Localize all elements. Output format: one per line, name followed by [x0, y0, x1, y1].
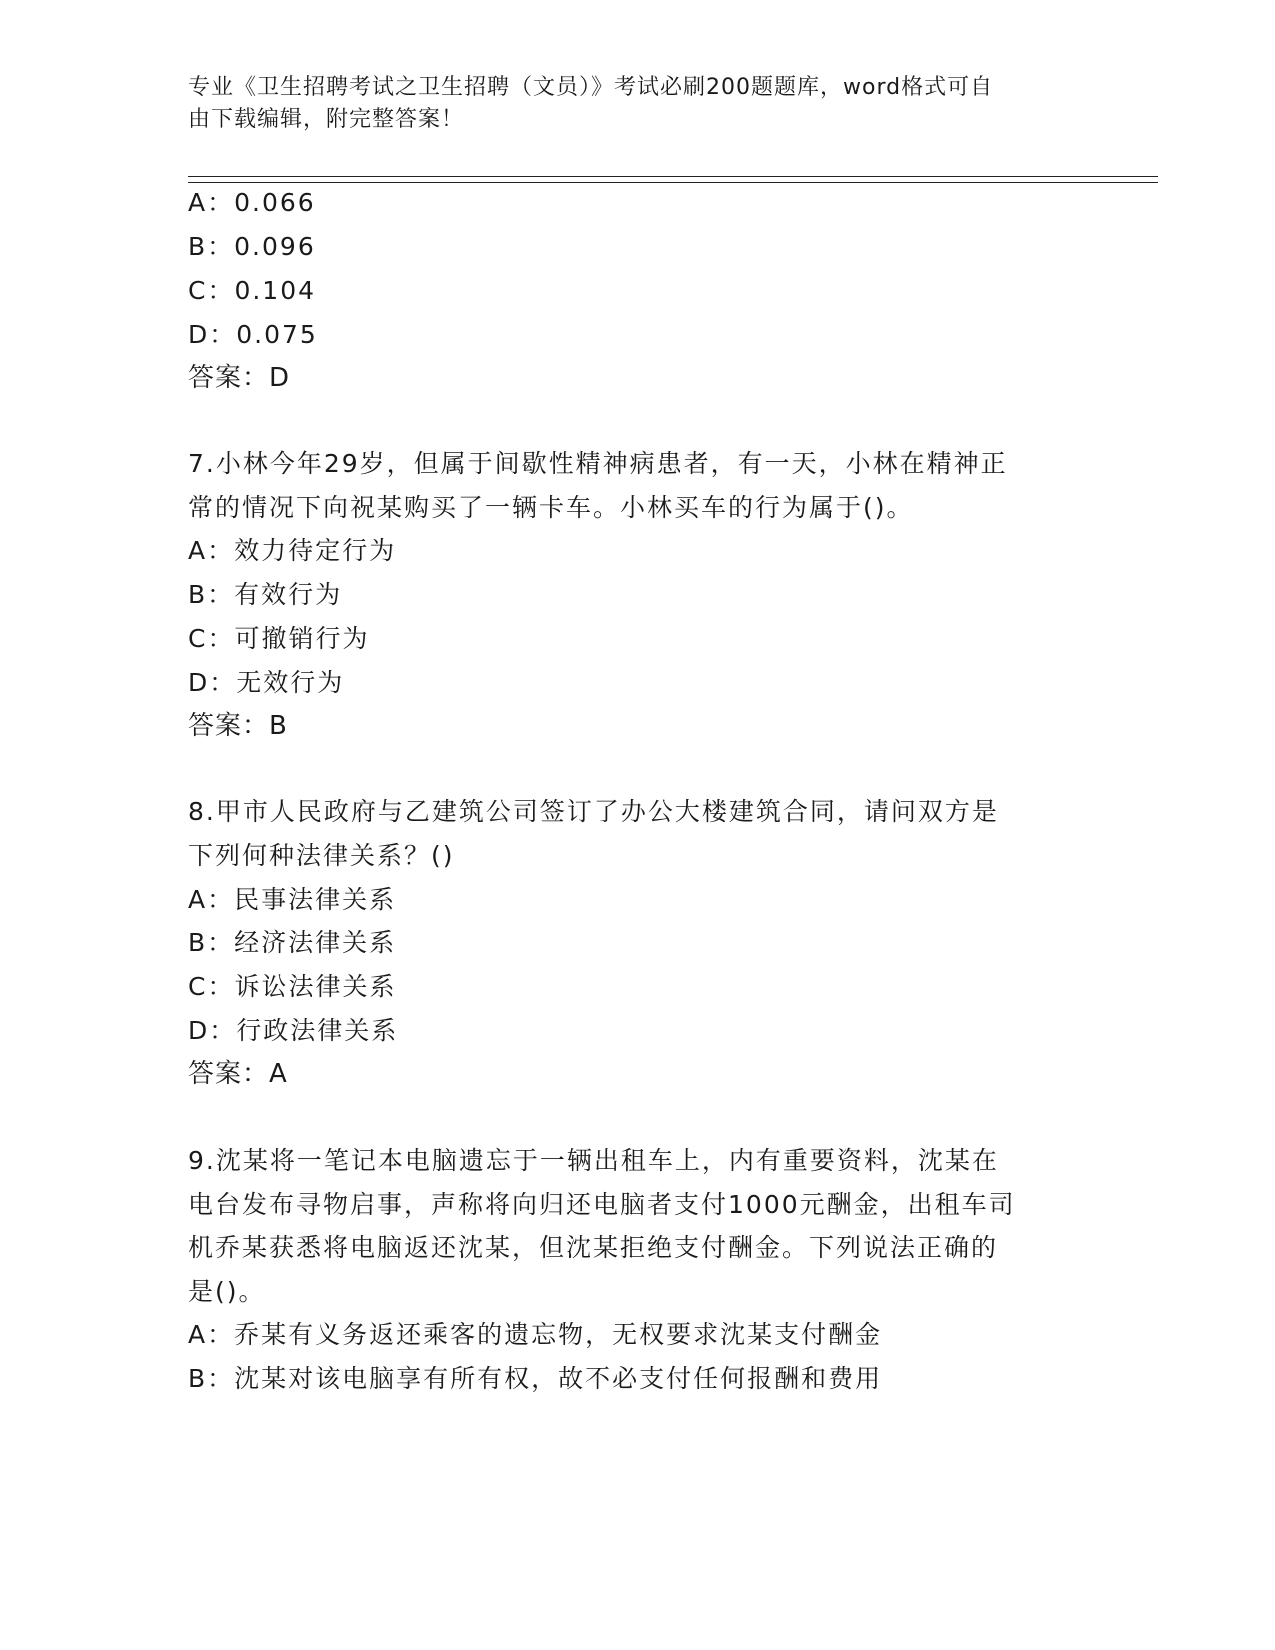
q9-stem-line-1: 9.沈某将一笔记本电脑遗忘于一辆出租车上，内有重要资料，沈某在	[188, 1146, 999, 1175]
q8-option-c: C：诉讼法律关系	[188, 972, 397, 1001]
q8-option-d: D：行政法律关系	[188, 1016, 399, 1045]
q8-option-a: A：民事法律关系	[188, 885, 397, 914]
q9-stem-line-3: 机乔某获悉将电脑返还沈某，但沈某拒绝支付酬金。下列说法正确的	[188, 1233, 999, 1262]
q7-stem-line-1: 7.小林今年29岁，但属于间歇性精神病患者，有一天，小林在精神正	[188, 449, 1008, 478]
q9-stem-line-4: 是()。	[188, 1277, 266, 1306]
q7-option-c: C：可撤销行为	[188, 624, 370, 653]
q7-answer: 答案：B	[188, 711, 288, 741]
q7-option-d: D：无效行为	[188, 668, 345, 697]
q9-stem-line-2: 电台发布寻物启事，声称将向归还电脑者支付1000元酬金，出租车司	[188, 1190, 1016, 1219]
document-header	[188, 72, 1068, 136]
header-line-1: 专业《卫生招聘考试之卫生招聘（文员）》考试必刷200题题库，word格式可自	[188, 75, 994, 100]
q6-option-c: C：0.104	[188, 276, 317, 305]
header-rule-bottom	[188, 182, 1158, 183]
q7-option-b: B：有效行为	[188, 580, 343, 609]
q6-answer: 答案：D	[188, 363, 291, 393]
q6-option-b: B：0.096	[188, 232, 316, 261]
q7-option-a: A：效力待定行为	[188, 536, 397, 565]
q6-option-a: A：0.066	[188, 188, 316, 217]
q9-option-b: B：沈某对该电脑享有所有权，故不必支付任何报酬和费用	[188, 1364, 883, 1393]
q8-option-b: B：经济法律关系	[188, 928, 397, 957]
q6-option-d: D：0.075	[188, 320, 318, 349]
q9-option-a: A：乔某有义务返还乘客的遗忘物，无权要求沈某支付酬金	[188, 1320, 883, 1349]
q7-stem-line-2: 常的情况下向祝某购买了一辆卡车。小林买车的行为属于()。	[188, 493, 914, 522]
q8-stem-line-1: 8.甲市人民政府与乙建筑公司签订了办公大楼建筑合同，请问双方是	[188, 797, 999, 826]
q8-answer: 答案：A	[188, 1059, 288, 1089]
header-line-2: 由下载编辑，附完整答案！	[188, 107, 465, 132]
header-rule-top	[188, 176, 1158, 177]
q8-stem-line-2: 下列何种法律关系？()	[188, 841, 455, 870]
